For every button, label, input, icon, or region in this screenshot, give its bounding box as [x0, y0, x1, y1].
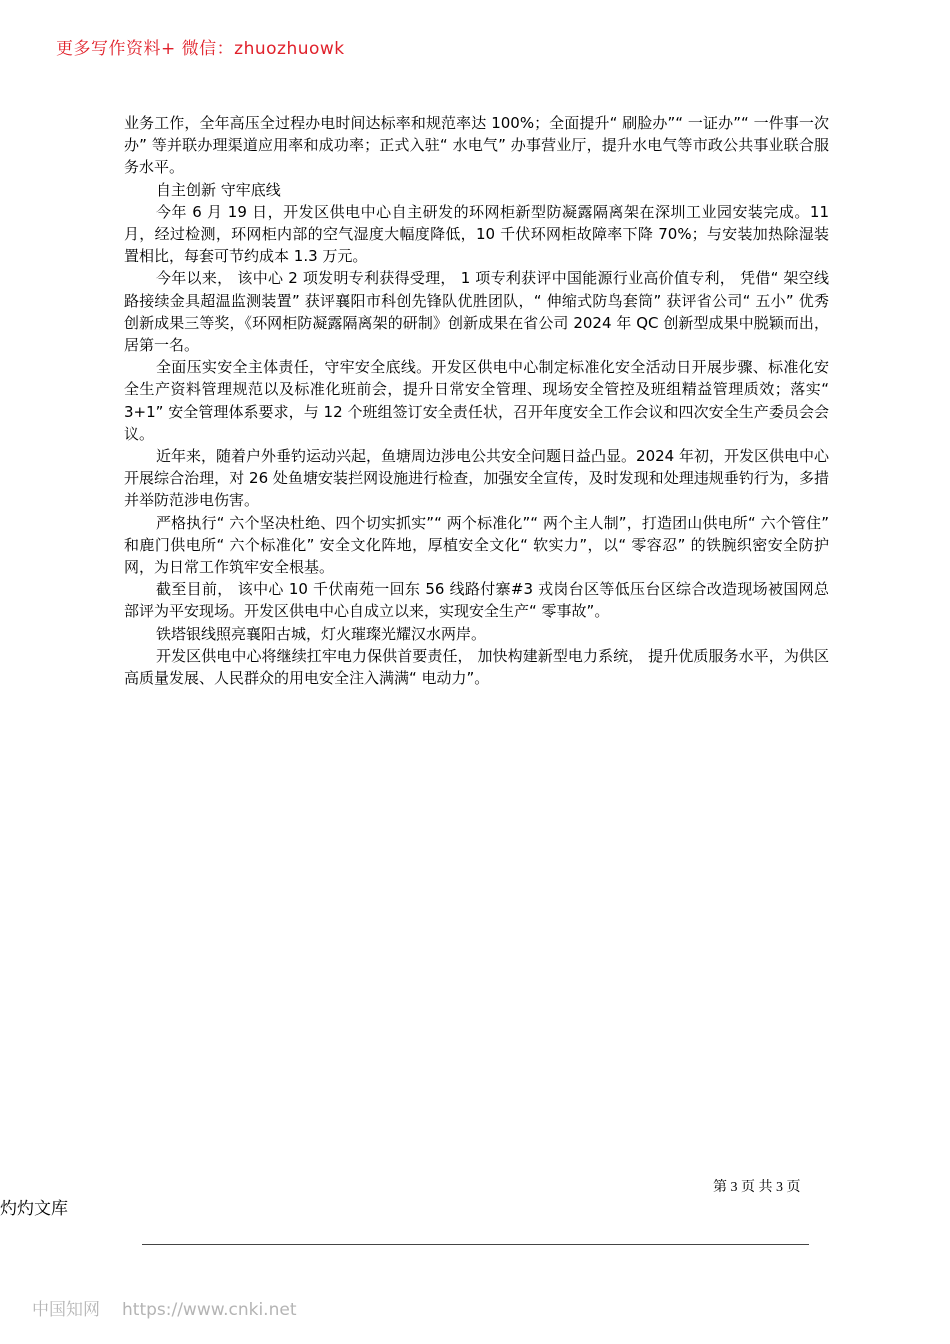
paragraph: 业务工作，全年高压全过程办电时间达标率和规范率达 100%；全面提升“ 刷脸办”“ 一证办”“ 一件事一次办” 等并联办理渠道应用率和成功率；正式入驻“ 水电气” 办事营业厅，提升水电气等市政公共事业联合服务水平。	[124, 114, 829, 177]
page-number: 第 3 页 共 3 页	[713, 1180, 801, 1195]
paragraph: 全面压实安全主体责任，守牢安全底线。开发区供电中心制定标准化安全活动日开展步骤、标准化安全生产资料管理规范以及标准化班前会，提升日常安全管理、现场安全管控及班组精益管理质效；落实“ 3+1” 安全管理体系要求，与 12 个班组签订安全责任状，召开年度安全工作会议和四次安全生产委员会会议。	[124, 358, 829, 443]
paragraph: 铁塔银线照亮襄阳古城，灯火璀璨光耀汉水两岸。	[156, 624, 487, 643]
paragraph: 严格执行“ 六个坚决杜绝、四个切实抓实”“ 两个标准化”“ 两个主人制”，打造团山供电所“ 六个管住” 和鹿门供电所“ 六个标准化” 安全文化阵地，厚植安全文化“ 软实力”，以“ 零容忍” 的铁腕织密安全防护网，为日常工作筑牢安全根基。	[124, 513, 829, 577]
paragraph: 截至目前， 该中心 10 千伏南苑一回东 56 线路付寨#3 戎岗台区等低压台区综合改造现场被国网总部评为平安现场。开发区供电中心自成立以来，实现安全生产“ 零事故”。	[124, 580, 829, 621]
paragraph: 开发区供电中心将继续扛牢电力保供首要责任， 加快构建新型电力系统， 提升优质服务水平，为供区高质量发展、人民群众的用电安全注入满满“ 电动力”。	[124, 646, 829, 688]
promo-header: 更多写作资料+ 微信：zhuozhuowk	[56, 39, 345, 59]
watermark-url: https://www.cnki.net	[122, 1300, 297, 1320]
section-heading: 自主创新 守牢底线	[156, 180, 281, 199]
document-body	[124, 112, 829, 689]
paragraph: 近年来，随着户外垂钓运动兴起，鱼塘周边涉电公共安全问题日益凸显。2024 年初，开发区供电中心开展综合治理，对 26 处鱼塘安装拦网设施进行检查，加强安全宣传，及时发现和处理违规垂钓行为，多措并举防范涉电伤害。	[124, 447, 829, 510]
paragraph: 今年 6 月 19 日，开发区供电中心自主研发的环网柜新型防凝露隔离架在深圳工业园安装完成。11 月，经过检测，环网柜内部的空气湿度大幅度降低，10 千伏环网柜故障率下降 70%；与安装加热除湿装置相比，每套可节约成本 1.3 万元。	[124, 202, 829, 266]
watermark	[32, 1295, 296, 1320]
library-name: 灼灼文库	[0, 1199, 68, 1219]
paragraph: 今年以来， 该中心 2 项发明专利获得受理， 1 项专利获评中国能源行业高价值专利， 凭借“ 架空线路接续金具超温监测装置” 获评襄阳市科创先锋队优胜团队，“ 伸缩式防鸟套筒” 获评省公司“ 五小” 优秀创新成果三等奖，《环网柜防凝露隔离架的研制》创新成果在省公司 2024 年 QC 创新型成果中脱颖而出，居第一名。	[124, 269, 829, 355]
watermark-site-name: 中国知网	[32, 1300, 100, 1320]
footer-divider	[142, 1244, 809, 1245]
